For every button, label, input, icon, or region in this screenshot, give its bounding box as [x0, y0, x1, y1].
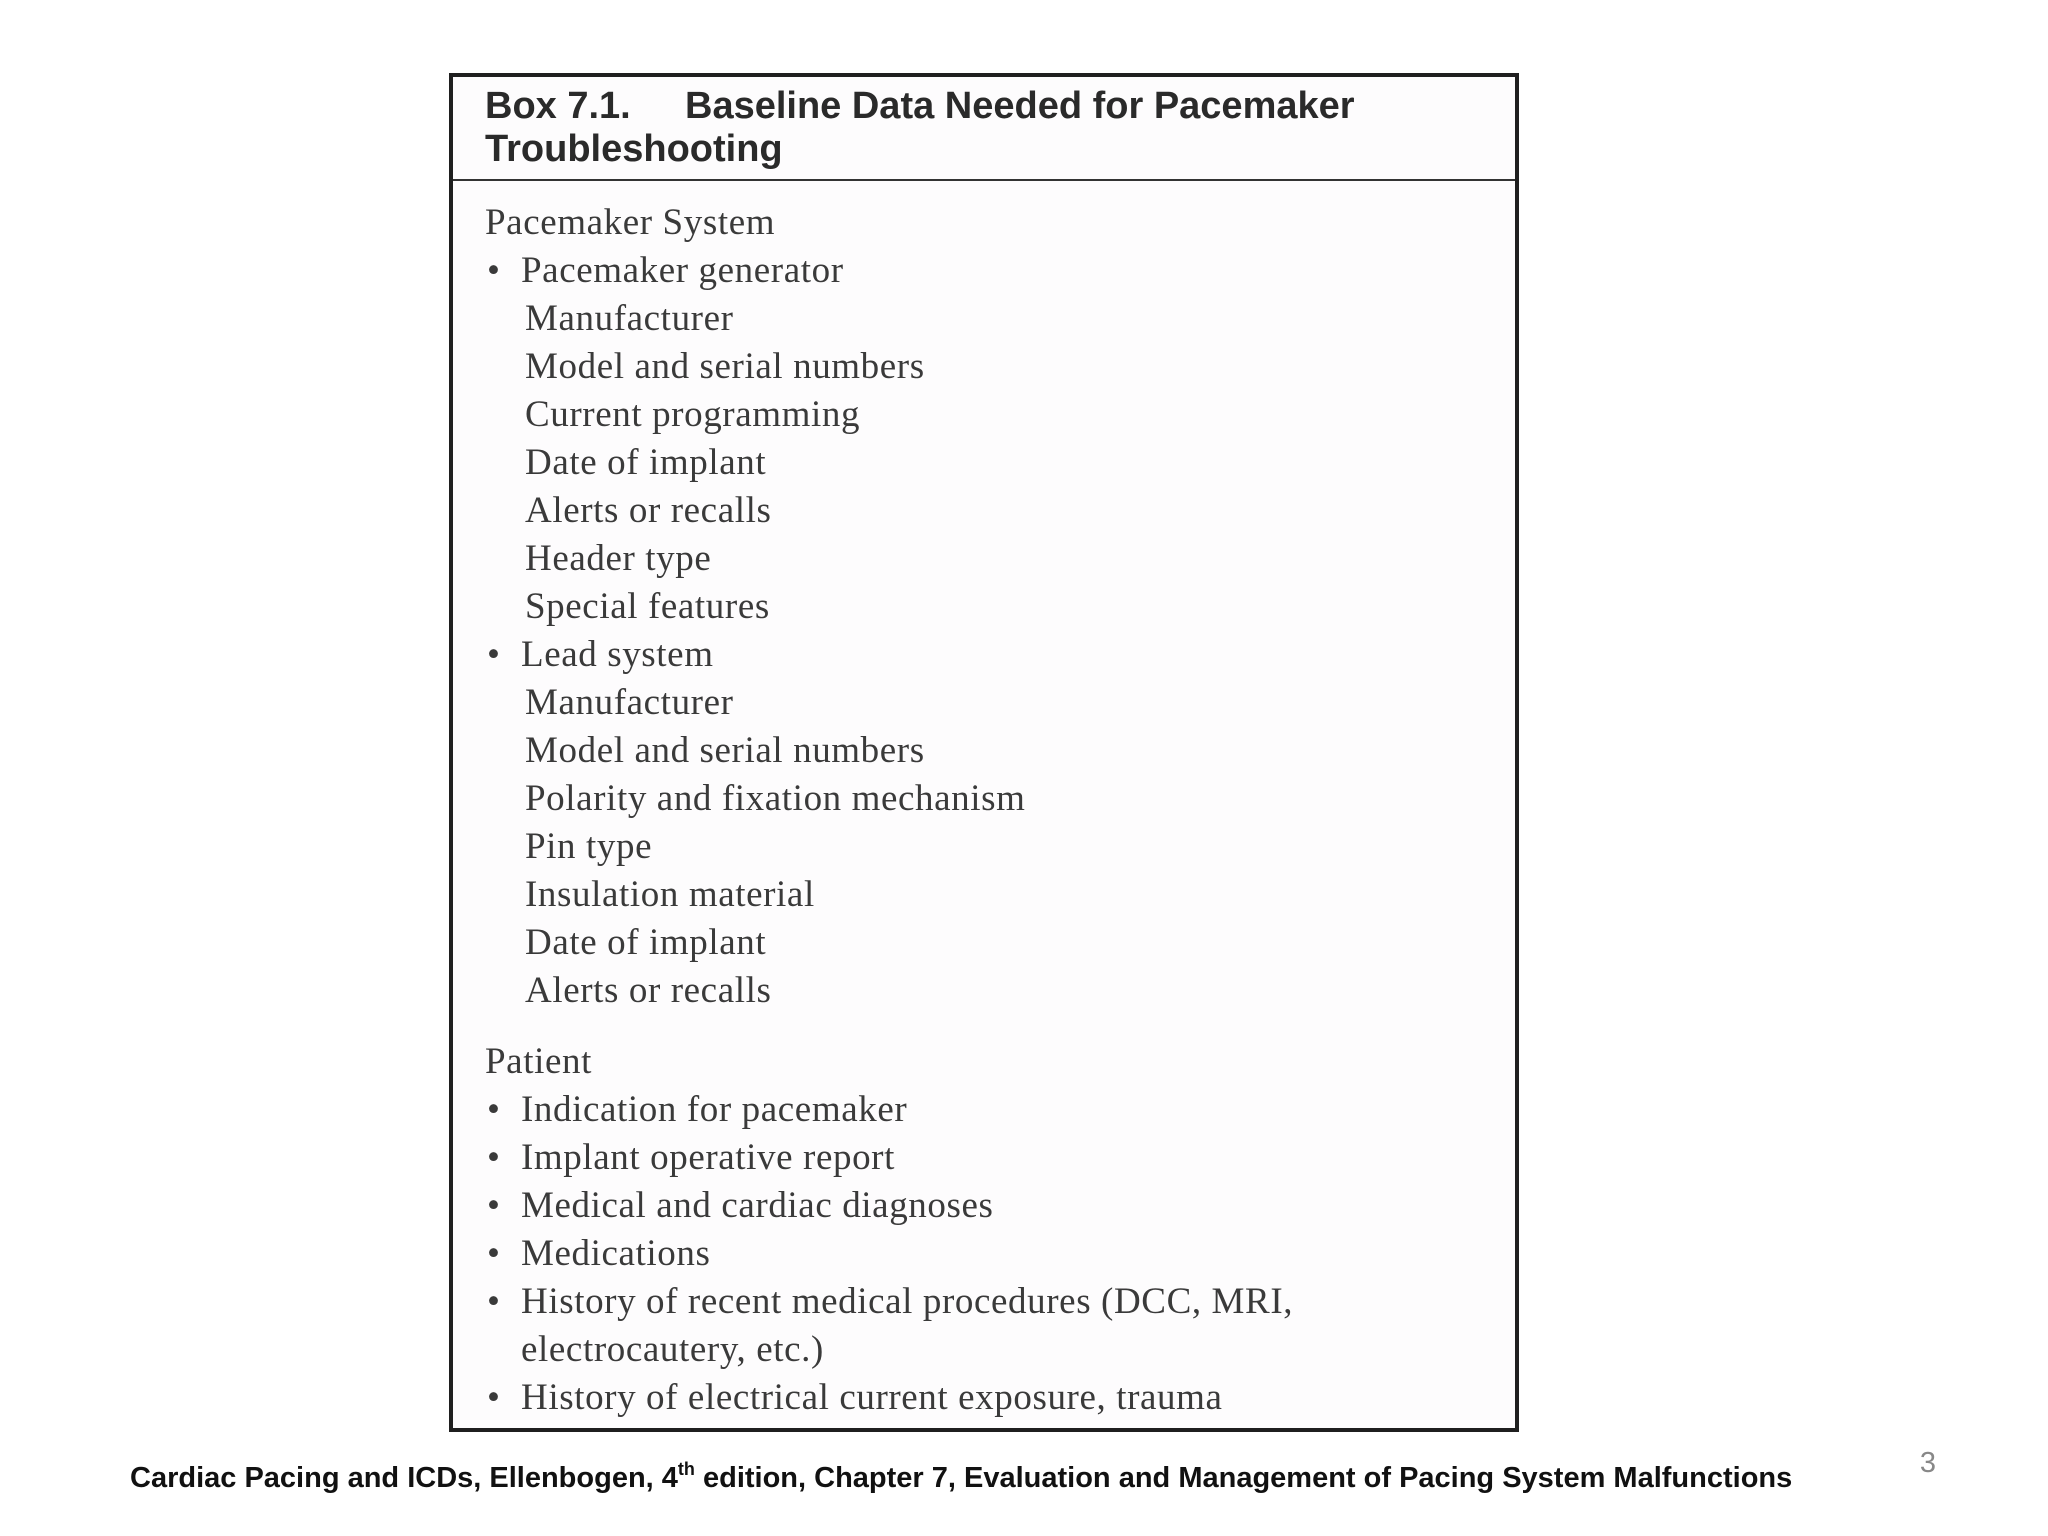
bullet-icon: •	[487, 1233, 501, 1274]
bullet-icon: •	[487, 1089, 501, 1130]
sub-item: Current programming	[525, 394, 861, 435]
list-item-label: History of recent medical procedures (DCC, MRI,	[521, 1281, 1294, 1322]
bullet-icon: •	[487, 634, 501, 675]
page-number: 3	[1919, 1447, 1936, 1479]
sub-item: Model and serial numbers	[525, 730, 925, 771]
box-header	[453, 77, 1515, 181]
citation-text-after: edition, Chapter 7, Evaluation and Management of Pacing System Malfunctions	[694, 1462, 1793, 1494]
list-item-label: Medications	[521, 1233, 711, 1274]
box-title-line-1	[485, 85, 1485, 128]
sub-item: Pin type	[525, 826, 653, 867]
citation-text-before: Cardiac Pacing and ICDs, Ellenbogen, 4	[130, 1462, 678, 1494]
list-item-label: Medical and cardiac diagnoses	[521, 1185, 994, 1226]
list-item-label: Indication for pacemaker	[521, 1089, 908, 1130]
section-title-patient: Patient	[485, 1041, 592, 1082]
list-item-lead-system	[485, 631, 1485, 679]
sub-item: Manufacturer	[525, 298, 734, 339]
sub-item: Polarity and fixation mechanism	[525, 778, 1026, 819]
section-spacer	[485, 1015, 1485, 1038]
source-citation	[0, 1459, 2048, 1495]
bullet-icon: •	[487, 1377, 501, 1418]
box-number: Box 7.1.	[485, 85, 631, 127]
box-title-line-2: Troubleshooting	[485, 128, 783, 170]
box-body	[453, 181, 1515, 1422]
sub-item: Model and serial numbers	[525, 346, 925, 387]
list-item	[485, 1374, 1485, 1422]
list-item	[485, 1086, 1485, 1134]
baseline-data-box	[449, 73, 1519, 1432]
sub-item: Alerts or recalls	[525, 490, 772, 531]
sub-item: Header type	[525, 538, 712, 579]
bullet-icon: •	[487, 250, 501, 291]
list-item-label: Implant operative report	[521, 1137, 895, 1178]
box-title: Baseline Data Needed for Pacemaker	[685, 85, 1355, 127]
sub-item: Alerts or recalls	[525, 970, 772, 1011]
bullet-icon: •	[487, 1137, 501, 1178]
sub-item: Special features	[525, 586, 770, 627]
list-item	[485, 1230, 1485, 1278]
bullet-icon: •	[487, 1185, 501, 1226]
list-item-label: Lead system	[521, 634, 714, 675]
section-title-pacemaker-system: Pacemaker System	[485, 202, 776, 243]
list-item	[485, 1278, 1485, 1326]
bullet-icon: •	[487, 1281, 501, 1322]
sub-item: Date of implant	[525, 922, 767, 963]
list-item	[485, 1182, 1485, 1230]
citation-superscript: th	[677, 1459, 695, 1479]
list-item	[485, 1134, 1485, 1182]
sub-item: Insulation material	[525, 874, 815, 915]
list-item-label: History of electrical current exposure, trauma	[521, 1377, 1223, 1418]
list-item-pacemaker-generator	[485, 247, 1485, 295]
sub-item: Manufacturer	[525, 682, 734, 723]
sub-item: Date of implant	[525, 442, 767, 483]
list-item-label: Pacemaker generator	[521, 250, 844, 291]
list-item-continuation: electrocautery, etc.)	[521, 1329, 824, 1370]
